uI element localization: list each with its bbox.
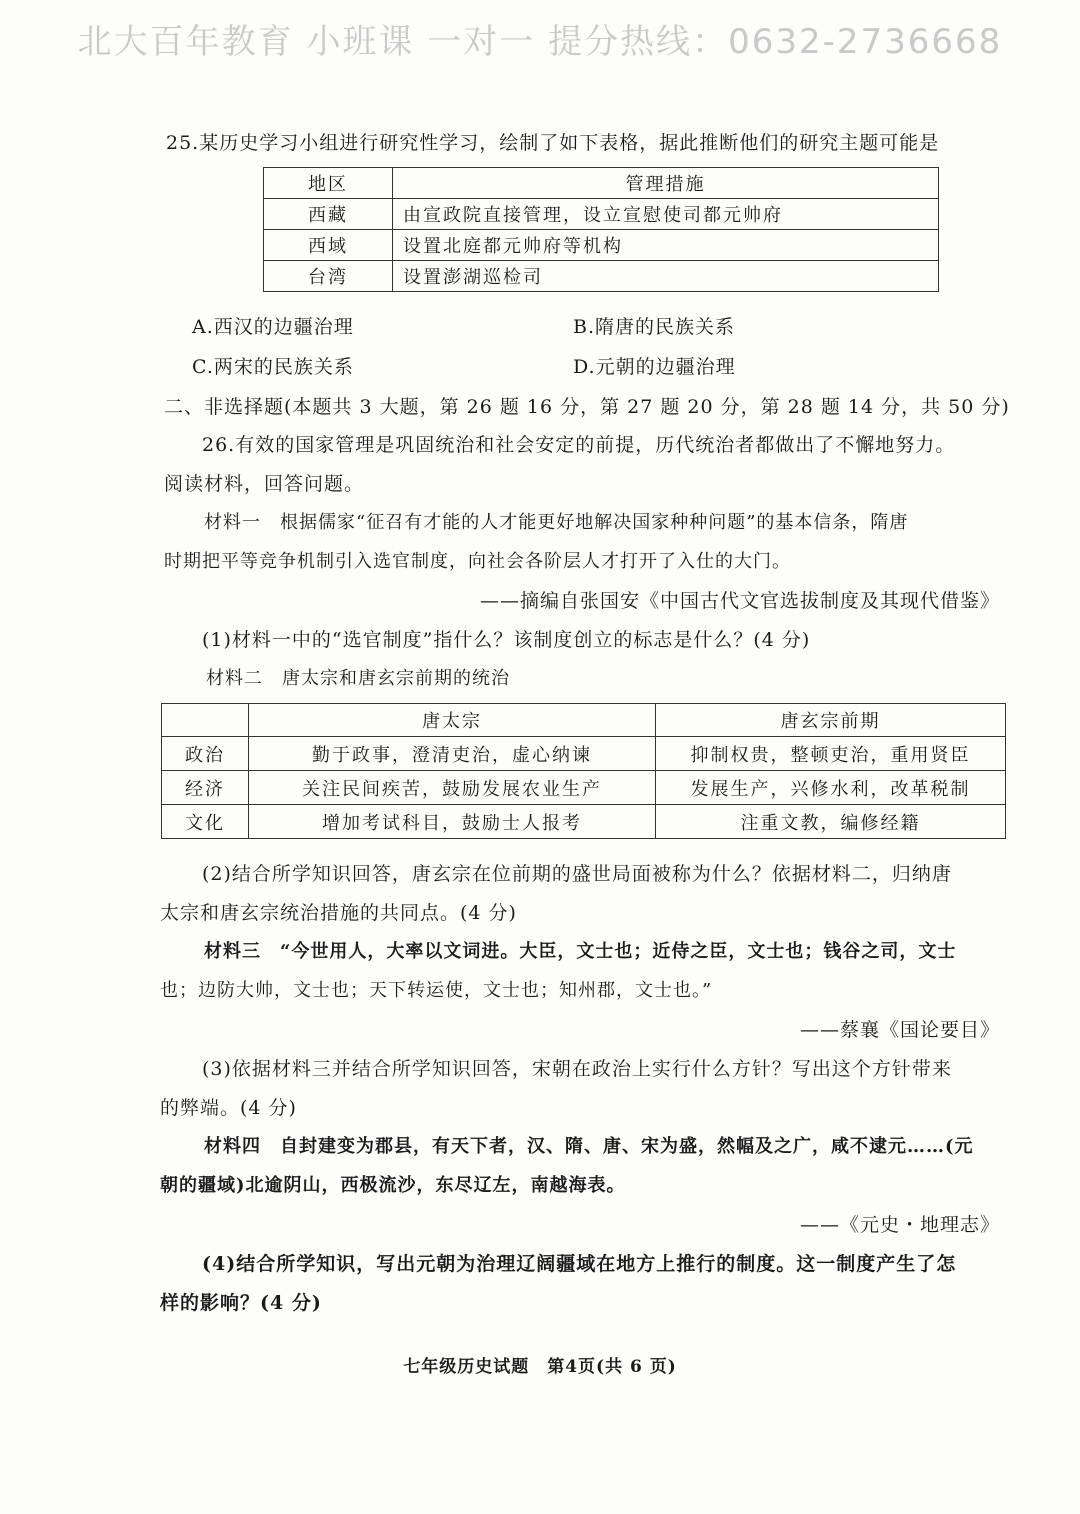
table-row [162,737,1006,771]
watermark: 北大百年教育 小班课 一对一 提分热线：0632-2736668 [77,22,1003,62]
table-cell: 勤于政事，澄清吏治，虚心纳谏 [249,737,656,771]
q25-option-c: C.两宋的民族关系 [192,356,354,378]
table-header-cell [162,704,249,737]
material-4-cont: 朝的疆域)北逾阴山，西极流沙，东尽辽左，南越海表。 [160,1175,626,1196]
table-header-row [162,704,1006,737]
table-header-cell: 管理措施 [393,168,939,199]
material-1-source: ——摘编自张国安《中国古代文官选拔制度及其现代借鉴》 [479,590,1000,612]
table-row [264,199,939,230]
table-cell: 抑制权贵，整顿吏治，重用贤臣 [656,737,1006,771]
material-2-title: 材料二 唐太宗和唐玄宗前期的统治 [206,668,510,689]
material-3: 材料三 “今世用人，大率以文词进。大臣，文士也；近侍之臣，文士也；钱谷之司，文士 [204,941,957,962]
table-cell: 文化 [162,805,249,839]
sub-question-2-cont: 太宗和唐玄宗统治措施的共同点。(4 分) [160,902,517,924]
material-1-cont: 时期把平等竞争机制引入选官制度，向社会各阶层人才打开了入仕的大门。 [164,551,791,572]
table-cell: 台湾 [264,261,393,292]
table-row [162,771,1006,805]
section-heading: 二、非选择题(本题共 3 大题，第 26 题 16 分，第 27 题 20 分，第 28 题 14 分，共 50 分) [164,396,1010,418]
material-2-table [161,703,1006,839]
table-cell: 西域 [264,230,393,261]
table-cell: 由宣政院直接管理，设立宣慰使司都元帅府 [393,199,939,230]
material-3-cont: 也；边防大帅，文士也；天下转运使，文士也；知州郡，文士也。” [160,980,713,1001]
table-header-cell: 唐太宗 [249,704,656,737]
table-header-cell: 地区 [264,168,393,199]
material-1: 材料一 根据儒家“征召有才能的人才能更好地解决国家种种问题”的基本信条，隋唐 [204,512,909,533]
table-row [264,230,939,261]
q25-stem: 25.某历史学习小组进行研究性学习，绘制了如下表格，据此推断他们的研究主题可能是 [166,132,940,154]
material-4: 材料四 自封建变为郡县，有天下者，汉、隋、唐、宋为盛，然幅及之广，咸不逮元……(元 [204,1136,974,1157]
sub-question-3-cont: 的弊端。(4 分) [160,1097,297,1119]
table-cell: 关注民间疾苦，鼓励发展农业生产 [249,771,656,805]
table-cell: 设置北庭都元帅府等机构 [393,230,939,261]
q25-option-b: B.隋唐的民族关系 [573,316,736,338]
q25-option-d: D.元朝的边疆治理 [573,356,736,378]
table-header-cell: 唐玄宗前期 [656,704,1006,737]
sub-question-4-cont: 样的影响？(4 分) [160,1292,322,1314]
table-row [162,805,1006,839]
q26-intro-cont: 阅读材料，回答问题。 [164,473,365,495]
table-cell: 发展生产，兴修水利，改革税制 [656,771,1006,805]
q25-table [263,167,939,292]
sub-question-3: (3)依据材料三并结合所学知识回答，宋朝在政治上实行什么方针？写出这个方针带来 [202,1058,952,1080]
table-cell: 西藏 [264,199,393,230]
sub-question-1: (1)材料一中的“选官制度”指什么？该制度创立的标志是什么？(4 分) [202,629,811,651]
table-cell: 经济 [162,771,249,805]
material-4-source: ——《元史・地理志》 [799,1214,1000,1236]
table-row [264,261,939,292]
sub-question-2: (2)结合所学知识回答，唐玄宗在位前期的盛世局面被称为什么？依据材料二，归纳唐 [202,863,952,885]
q26-intro: 26.有效的国家管理是巩固统治和社会安定的前提，历代统治者都做出了不懈地努力。 [202,434,956,456]
material-3-source: ——蔡襄《国论要目》 [799,1019,1000,1041]
table-cell: 政治 [162,737,249,771]
table-cell: 增加考试科目，鼓励士人报考 [249,805,656,839]
q25-option-a: A.西汉的边疆治理 [192,316,354,338]
page-footer: 七年级历史试题 第4页(共 6 页) [403,1357,677,1377]
table-cell: 注重文教，编修经籍 [656,805,1006,839]
sub-question-4: (4)结合所学知识，写出元朝为治理辽阔疆域在地方上推行的制度。这一制度产生了怎 [202,1253,957,1275]
table-header-row [264,168,939,199]
table-cell: 设置澎湖巡检司 [393,261,939,292]
